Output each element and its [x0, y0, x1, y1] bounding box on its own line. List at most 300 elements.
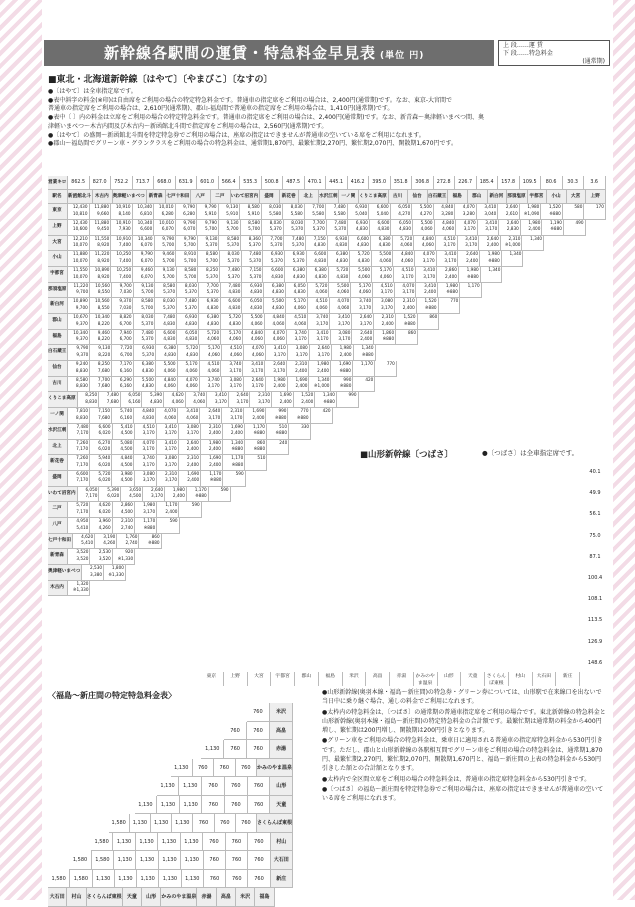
empty-cell	[372, 502, 393, 518]
fare-value: 1,980	[528, 219, 541, 225]
fare-value: 2,640	[208, 408, 221, 414]
table-row	[48, 471, 606, 487]
fare-value: 6,380	[271, 282, 284, 288]
fukushima-col-label: かみのやま温泉	[161, 888, 197, 907]
empty-cell	[586, 251, 607, 267]
fare-value: 6,050	[128, 392, 141, 398]
fee-value: 6,020	[98, 461, 111, 467]
fukushima-row	[48, 851, 293, 870]
fare-cell	[155, 236, 177, 252]
fare-value: 6,380	[378, 235, 391, 241]
fukushima-col-labels	[48, 888, 293, 907]
station-column-header: 新白河	[488, 190, 508, 204]
fukushima-fee-cell: 1,130	[136, 851, 158, 870]
fare-cell	[264, 283, 286, 299]
empty-cell	[246, 471, 267, 487]
fare-cell	[221, 314, 243, 330]
fare-value: 1,170	[231, 455, 244, 461]
fare-cell	[134, 283, 156, 299]
fukushima-note: ●グリーン車をご利用の場合の特急料金は、乗車日に適用される普通車の指定席特急料金から530円引きです。ただし、郡山と山形新幹線の各駅相互間でグリーン車をご利用の場合の特急料金は、通常期1,870円、最繁忙期2,270円、繁忙期2,070円、閑散期1,670円と、福島～新庄間の上表の特急料金から530円引きした額との合計額となります。	[322, 737, 603, 773]
fukushima-col-label: さくらんぼ東根	[87, 888, 123, 907]
empty-cell	[92, 722, 114, 741]
fee-value: 5,580	[333, 210, 346, 216]
fare-cell	[265, 361, 287, 377]
fee-value: 4,060	[250, 320, 263, 326]
fee-value: ※880	[148, 540, 160, 546]
fee-value: 5,040	[376, 210, 389, 216]
empty-cell	[48, 777, 70, 796]
empty-cell	[482, 283, 503, 299]
fee-value: 4,060	[337, 289, 350, 295]
fee-value: 5,700	[162, 257, 175, 263]
empty-cell	[147, 565, 168, 581]
fare-cell	[199, 298, 221, 314]
fukushima-fee-cell: 1,130	[182, 870, 204, 889]
empty-cell	[179, 740, 201, 759]
yamagata-station-label: 米沢	[343, 672, 367, 686]
fee-value: 4,830	[314, 257, 327, 263]
empty-cell	[136, 722, 158, 741]
empty-cell	[400, 392, 421, 408]
empty-cell	[267, 471, 288, 487]
fare-value: 4,070	[402, 282, 415, 288]
empty-cell	[48, 703, 70, 722]
row-station-label: 仙台	[48, 361, 68, 377]
fee-value: ※880	[253, 430, 265, 436]
station-column-header: 郡山	[468, 190, 488, 204]
fare-value: 860	[257, 439, 266, 445]
yamagata-station-label: 大石田	[533, 672, 557, 686]
fee-value: 5,370	[227, 273, 240, 279]
fare-cell	[68, 298, 90, 314]
empty-cell	[585, 283, 606, 299]
fare-value: 11,550	[94, 235, 110, 241]
fee-value: 2,400	[252, 414, 265, 420]
fare-value: 6,380	[335, 251, 348, 257]
empty-cell	[439, 314, 460, 330]
fee-value: 5,370	[184, 289, 197, 295]
fare-cell	[520, 204, 542, 220]
empty-cell	[377, 487, 398, 503]
empty-cell	[565, 267, 586, 283]
fare-cell	[133, 267, 155, 283]
fee-value: 5,370	[206, 273, 219, 279]
fare-cell	[68, 361, 90, 377]
station-column-header: 上野	[586, 190, 606, 204]
fukushima-fee-cell: 1,130	[159, 851, 181, 870]
empty-cell	[499, 581, 520, 597]
fare-value: 8,250	[85, 392, 98, 398]
empty-cell	[204, 534, 225, 550]
fare-cell	[288, 345, 310, 361]
station-column-header: 北上	[299, 190, 319, 204]
fare-value: 770	[386, 361, 395, 367]
distance-value: 226.7	[455, 176, 477, 190]
fare-value: 1,690	[252, 408, 265, 414]
empty-cell	[564, 345, 585, 361]
empty-cell	[522, 330, 543, 346]
empty-cell	[460, 298, 481, 314]
fee-value: 8,550	[97, 289, 110, 295]
empty-cell	[183, 534, 204, 550]
fare-cell	[68, 471, 90, 487]
empty-cell	[501, 424, 522, 440]
fare-value: 6,930	[270, 251, 283, 257]
empty-cell	[375, 408, 396, 424]
fare-cell	[327, 220, 349, 236]
fare-value: 11,880	[94, 204, 110, 210]
empty-cell	[460, 330, 481, 346]
fare-value: 9,370	[119, 298, 132, 304]
station-column-header: 仙台	[408, 190, 428, 204]
fare-cell	[242, 251, 264, 267]
fee-value: 6,700	[120, 351, 133, 357]
fare-value: 590	[191, 502, 200, 508]
fee-value: 4,830	[206, 304, 219, 310]
fare-value: 8,580	[227, 235, 240, 241]
fare-cell	[263, 251, 285, 267]
fee-value: 3,170	[142, 446, 155, 452]
fee-value: 3,170	[186, 430, 199, 436]
fare-value: 6,930	[335, 235, 348, 241]
empty-cell	[275, 888, 293, 907]
empty-cell	[136, 740, 158, 759]
fare-cell	[351, 298, 373, 314]
row-station-label: くりこま高原	[48, 392, 78, 408]
fare-cell	[68, 283, 90, 299]
empty-cell	[477, 581, 498, 597]
empty-cell	[68, 814, 88, 833]
fare-cell	[242, 267, 264, 283]
fare-cell	[90, 251, 112, 267]
fare-value: 4,840	[401, 251, 413, 257]
fee-value: 3,170	[143, 508, 156, 514]
fare-cell	[90, 424, 112, 440]
fare-cell	[374, 314, 396, 330]
table-row	[48, 283, 606, 299]
fee-value: 7,680	[97, 367, 110, 373]
fare-value: 8,580	[205, 251, 218, 257]
empty-cell	[113, 777, 135, 796]
fee-value: ※880	[339, 383, 352, 389]
fare-cell	[201, 424, 223, 440]
fukushima-row-label: 高畠	[270, 722, 293, 741]
empty-cell	[311, 424, 332, 440]
fare-cell	[197, 220, 219, 236]
row-station-label: 二戸	[48, 502, 68, 518]
fare-value: 1,190	[549, 219, 562, 225]
fare-cell	[155, 298, 177, 314]
fare-value: 1,690	[279, 392, 292, 398]
yamagata-km-value: 40.1	[589, 469, 601, 475]
empty-cell	[522, 408, 543, 424]
fare-cell	[294, 392, 316, 408]
fee-value: 7,170	[76, 461, 89, 467]
legend-box	[498, 40, 610, 66]
fee-value: 5,700	[248, 226, 261, 232]
fare-value: 5,720	[315, 282, 328, 288]
fee-value: 4,060	[163, 367, 176, 373]
fare-cell	[90, 330, 112, 346]
fare-cell	[99, 487, 121, 503]
empty-cell	[308, 502, 329, 518]
fare-cell	[139, 534, 161, 550]
fare-value: 7,150	[249, 266, 262, 272]
fare-cell	[223, 471, 245, 487]
fare-cell	[135, 471, 157, 487]
fare-value: 2,640	[186, 439, 199, 445]
fee-value: 5,700	[205, 257, 218, 263]
distance-value: 395.0	[369, 176, 391, 190]
fare-value: 1,690	[230, 423, 243, 429]
fare-cell	[99, 392, 121, 408]
empty-cell	[544, 236, 565, 252]
fare-value: 5,170	[185, 361, 198, 367]
fare-value: 5,500	[163, 361, 176, 367]
fare-value: 510	[257, 455, 266, 461]
fare-value: 1,690	[187, 470, 200, 476]
distance-value: 351.8	[391, 176, 413, 190]
empty-cell	[543, 565, 564, 581]
fukushima-fee-cell: 1,130	[180, 796, 203, 815]
fee-value: ※880	[446, 289, 458, 295]
fare-cell	[200, 361, 222, 377]
fare-cell	[179, 471, 201, 487]
fare-value: 1,340	[488, 266, 501, 272]
empty-cell	[565, 251, 586, 267]
fare-cell	[436, 236, 458, 252]
fare-value: 420	[322, 408, 331, 414]
empty-cell	[435, 549, 456, 565]
fare-value: 8,580	[141, 298, 154, 304]
fare-cell	[564, 220, 586, 236]
fare-value: 4,510	[294, 314, 307, 319]
fare-cell	[477, 204, 499, 220]
fee-value: 4,060	[315, 289, 328, 295]
empty-cell	[502, 565, 523, 581]
fukushima-fee-cell: 760	[204, 870, 226, 889]
fee-value: 5,700	[141, 289, 154, 295]
fee-value: 4,830	[186, 351, 199, 357]
fee-value: 4,830	[185, 320, 198, 326]
fare-value: 1,980	[317, 361, 330, 367]
fare-value: 5,500	[420, 219, 433, 225]
fare-cell	[458, 236, 480, 252]
fee-value: 2,400	[208, 446, 221, 452]
empty-cell	[480, 377, 501, 393]
fee-value: 4,060	[358, 273, 371, 279]
fukushima-fee-cell: 760	[248, 833, 270, 852]
fare-value: 9,130	[141, 282, 154, 288]
empty-cell	[502, 298, 523, 314]
empty-cell	[225, 534, 246, 550]
fee-value: ※880	[253, 446, 266, 452]
fare-value: 2,310	[381, 314, 394, 319]
empty-cell	[417, 345, 438, 361]
fee-value: 4,060	[272, 336, 285, 342]
fare-value: 4,070	[337, 298, 350, 304]
empty-cell	[331, 455, 352, 471]
fee-value: 4,060	[207, 367, 220, 373]
fee-value: 3,170	[273, 351, 286, 357]
fare-value: 2,530	[90, 565, 103, 570]
fee-value: ※1,000	[504, 242, 521, 248]
fee-value: 6,160	[128, 399, 141, 405]
fee-value: 3,280	[441, 210, 454, 216]
note-line-4: 津軽いまべつ～木古内間及び木古内～新函館北斗間で指定席をご利用の場合は、2,560円(通常期)です。	[48, 122, 328, 130]
empty-cell	[231, 487, 252, 503]
fare-cell	[157, 502, 179, 518]
fee-value: 5,370	[334, 226, 347, 232]
fare-value: 5,720	[207, 329, 220, 335]
fee-value: ※880	[195, 493, 207, 499]
empty-cell	[394, 471, 415, 487]
fare-cell	[267, 440, 289, 456]
fare-cell	[90, 345, 112, 361]
fukushima-row	[48, 814, 293, 833]
fare-value: 3,410	[484, 204, 497, 210]
empty-cell	[585, 361, 606, 377]
fare-value: 1,320	[76, 580, 89, 586]
fare-cell	[90, 502, 112, 518]
fee-value: 4,260	[103, 540, 116, 546]
fare-cell	[265, 330, 287, 346]
fare-cell	[176, 251, 198, 267]
fare-cell	[95, 534, 117, 550]
empty-cell	[414, 518, 435, 534]
fukushima-row	[48, 870, 293, 889]
fee-value: 4,830	[378, 242, 391, 248]
fee-value: ※1,330	[108, 571, 124, 577]
empty-cell	[168, 565, 189, 581]
fee-value: 8,140	[118, 210, 131, 216]
fare-value: 12,430	[72, 219, 88, 225]
fare-value: 4,620	[98, 502, 111, 508]
fare-value: 2,860	[444, 266, 457, 272]
fare-value: 2,640	[273, 361, 286, 367]
empty-cell	[564, 408, 585, 424]
fare-value: 2,640	[360, 329, 373, 335]
fee-value: 3,170	[214, 399, 227, 405]
fukushima-col-label: 米沢	[236, 888, 255, 907]
empty-cell	[543, 361, 564, 377]
fare-cell	[563, 204, 585, 220]
fee-value: 9,370	[75, 336, 88, 342]
fare-cell	[354, 345, 376, 361]
fukushima-col-label: 大石田	[48, 888, 67, 907]
empty-cell	[397, 487, 418, 503]
fare-cell	[250, 392, 272, 408]
fee-value: 5,370	[291, 226, 304, 232]
empty-cell	[289, 455, 310, 471]
fare-value: 860	[408, 329, 416, 335]
fee-value: 5,370	[292, 257, 305, 263]
table-row	[48, 236, 606, 252]
fare-cell	[112, 283, 134, 299]
fare-value: 5,500	[419, 204, 432, 210]
fare-cell	[351, 283, 373, 299]
fare-cell	[68, 549, 90, 565]
fare-cell	[199, 330, 221, 346]
table-row	[48, 487, 606, 503]
fare-value: 590	[235, 470, 244, 476]
fare-value: 8,820	[119, 314, 132, 319]
fukushima-shinjo-title: 〈福島～新庄間の特定特急料金表〉	[48, 691, 176, 700]
fukushima-fee-cell: 760	[236, 814, 257, 833]
fare-value: 3,740	[229, 361, 242, 367]
fee-value: 4,060	[401, 257, 413, 263]
fare-value: 1,340	[231, 439, 243, 445]
fare-cell	[434, 204, 456, 220]
fee-value: 5,910	[204, 210, 217, 216]
fare-value: 1,980	[273, 376, 286, 382]
fee-value: ※1,000	[313, 383, 330, 389]
fare-cell	[90, 471, 112, 487]
empty-cell	[394, 534, 415, 550]
fare-cell	[134, 361, 156, 377]
fare-value: 3,410	[423, 266, 436, 272]
fee-value: 5,370	[248, 242, 261, 248]
fare-cell	[372, 251, 394, 267]
fare-cell	[112, 345, 134, 361]
fukushima-fee-cell: 760	[214, 759, 236, 778]
fare-value: 1,520	[424, 298, 437, 304]
fukushima-fee-cell: 760	[247, 722, 270, 741]
fare-cell	[267, 424, 289, 440]
fee-value: ※1,090	[523, 210, 540, 216]
fukushima-fee-cell: 760	[215, 814, 236, 833]
decorative-stripes-right	[613, 0, 635, 900]
empty-cell	[48, 759, 69, 778]
fare-cell	[111, 236, 133, 252]
fare-cell	[308, 298, 330, 314]
empty-cell	[330, 471, 351, 487]
fare-cell	[373, 298, 395, 314]
empty-cell	[130, 759, 151, 778]
fare-value: 5,720	[228, 314, 241, 319]
empty-cell	[222, 518, 243, 534]
fare-value: 3,410	[164, 423, 177, 429]
empty-cell	[564, 377, 585, 393]
fare-cell	[90, 518, 112, 534]
fee-value: 5,700	[141, 304, 154, 310]
fare-cell	[266, 377, 288, 393]
fare-cell	[330, 298, 352, 314]
fare-value: 510	[279, 423, 288, 429]
fare-cell	[262, 220, 284, 236]
fukushima-fee-cell: 1,580	[92, 851, 114, 870]
fare-cell	[90, 361, 112, 377]
empty-cell	[306, 549, 327, 565]
fare-cell	[439, 298, 461, 314]
fare-value: 1,170	[467, 282, 480, 288]
fare-cell	[143, 487, 165, 503]
fee-value: 3,170	[380, 304, 393, 310]
empty-cell	[305, 581, 326, 597]
fare-cell	[112, 314, 134, 330]
empty-cell	[480, 345, 501, 361]
empty-cell	[438, 345, 459, 361]
empty-cell	[481, 565, 502, 581]
fee-value: 5,370	[270, 242, 283, 248]
fee-value: 4,830	[314, 273, 327, 279]
fee-value: 4,830	[293, 289, 306, 295]
fare-value: 330	[301, 423, 310, 429]
distance-value: 862.5	[68, 176, 90, 190]
fare-cell	[458, 251, 480, 267]
fare-cell	[310, 345, 332, 361]
empty-cell	[521, 471, 542, 487]
